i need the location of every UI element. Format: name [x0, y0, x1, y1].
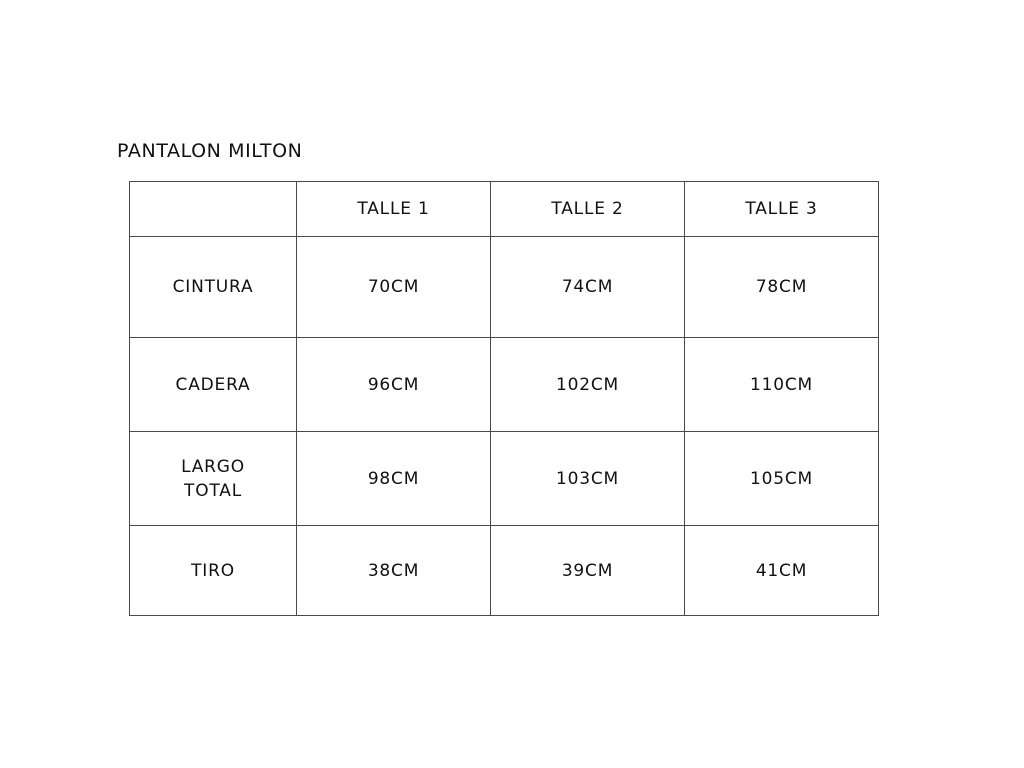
page-title: PANTALON MILTON [117, 140, 303, 162]
cell-value: 103CM [491, 432, 685, 526]
row-label-cintura [130, 237, 297, 338]
header-cell-empty [130, 182, 297, 237]
cell-value: 78CM [685, 237, 879, 338]
header-cell-talle-3: TALLE 3 [685, 182, 879, 237]
cell-value: 74CM [491, 237, 685, 338]
size-chart-table [129, 181, 879, 616]
table-row-largo-total [130, 432, 879, 526]
header-cell-talle-1: TALLE 1 [297, 182, 491, 237]
row-label-line: CINTURA [172, 277, 254, 297]
table-header-row [130, 182, 879, 237]
table-row-cintura [130, 237, 879, 338]
cell-value: 110CM [685, 338, 879, 432]
row-label-tiro [130, 526, 297, 616]
row-label-cadera [130, 338, 297, 432]
row-label-largo-total [130, 432, 297, 526]
table-row-tiro [130, 526, 879, 616]
row-label-line: CADERA [175, 374, 251, 395]
cell-value: 41CM [685, 526, 879, 616]
row-label-line: TOTAL [184, 480, 242, 501]
table-row-cadera [130, 338, 879, 432]
header-cell-talle-2: TALLE 2 [491, 182, 685, 237]
cell-value: 105CM [685, 432, 879, 526]
cell-value: 98CM [297, 432, 491, 526]
row-label-line: LARGO [181, 456, 245, 477]
cell-value: 102CM [491, 338, 685, 432]
row-label-line: TIRO [191, 560, 235, 581]
cell-value: 70CM [297, 237, 491, 338]
cell-value: 38CM [297, 526, 491, 616]
cell-value: 39CM [491, 526, 685, 616]
cell-value: 96CM [297, 338, 491, 432]
